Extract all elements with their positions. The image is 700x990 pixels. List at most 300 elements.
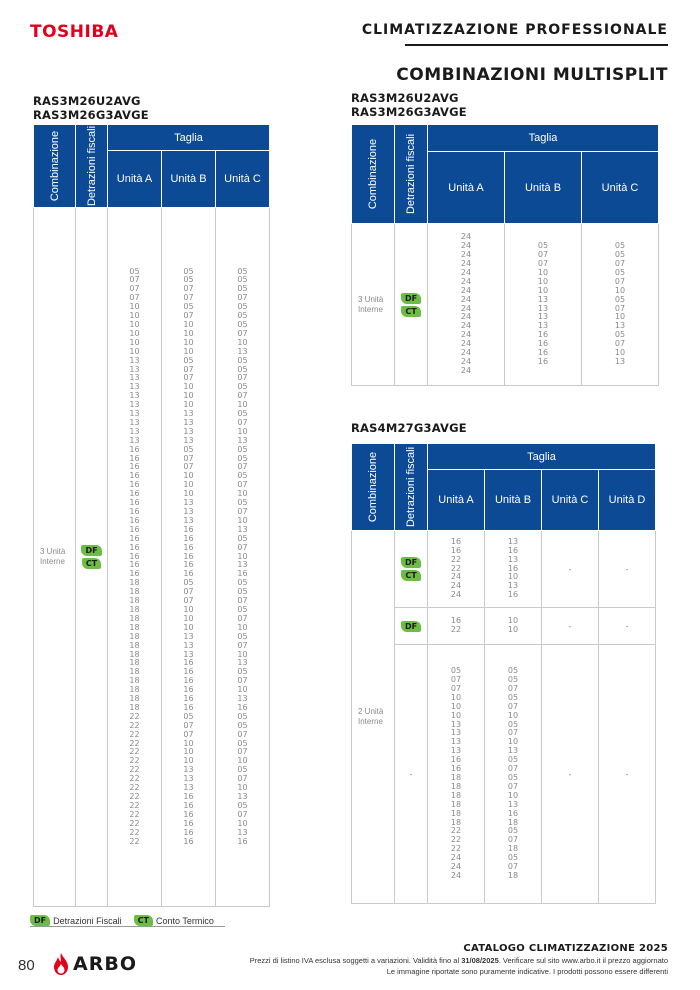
table2-model (351, 91, 467, 119)
size-value: 05 (237, 311, 248, 321)
size-value: 24 (460, 365, 472, 375)
size-value: 05 (237, 578, 248, 588)
header-detrazioni: Detrazioni fiscali (395, 125, 428, 224)
size-value: 05 (237, 302, 248, 312)
size-value: 13 (183, 409, 194, 419)
col-c (216, 208, 270, 907)
size-value: 10 (183, 747, 194, 757)
size-value: 24 (460, 339, 472, 349)
size-value: 10 (507, 790, 519, 800)
size-value: 13 (237, 435, 248, 445)
size-value: 05 (507, 719, 519, 729)
toshiba-logo: TOSHIBA (30, 22, 119, 42)
size-value: 10 (450, 701, 462, 711)
size-value: 07 (183, 596, 194, 606)
size-value: 22 (129, 720, 140, 730)
size-value: 10 (614, 312, 626, 322)
size-value: 18 (129, 685, 140, 695)
size-value: 10 (183, 738, 194, 748)
size-value: 24 (450, 590, 462, 600)
col-b (485, 531, 542, 608)
size-value: 13 (129, 400, 140, 410)
size-value: 07 (237, 480, 248, 490)
header-unita-c: Unità C (542, 470, 599, 531)
table3 (351, 443, 656, 904)
size-value: 05 (237, 471, 248, 481)
size-value: 13 (237, 524, 248, 534)
size-value: 05 (183, 711, 194, 721)
size-value: 13 (537, 294, 549, 304)
size-value: 13 (183, 631, 194, 641)
size-value: 10 (537, 276, 549, 286)
size-value: 10 (183, 337, 194, 347)
size-value: 13 (237, 346, 248, 356)
size-value: 10 (183, 319, 194, 329)
col-b (505, 224, 582, 386)
size-value: 22 (129, 818, 140, 828)
size-value: 10 (129, 328, 140, 338)
size-value: 10 (237, 649, 248, 659)
header-combinazione: Combinazione (34, 125, 76, 208)
price-note-post: . Verificare sul sito www.arbo.it il prezzo aggiornato (498, 956, 668, 965)
size-value: 22 (129, 774, 140, 784)
page-number: 80 (18, 957, 35, 974)
size-value: 16 (129, 533, 140, 543)
size-value: 16 (129, 480, 140, 490)
size-value: 05 (237, 765, 248, 775)
size-value: 16 (129, 551, 140, 561)
size-value: 16 (129, 542, 140, 552)
size-value: 07 (237, 417, 248, 427)
size-value: 24 (450, 853, 462, 863)
size-value: 10 (237, 756, 248, 766)
size-value: 16 (537, 339, 549, 349)
price-note-pre: Prezzi di listino IVA esclusa soggetti a variazioni. Validità fino al (249, 956, 462, 965)
size-value: 10 (614, 348, 626, 358)
size-value: 13 (537, 303, 549, 313)
size-value: 16 (450, 764, 462, 774)
col-b (485, 645, 542, 904)
size-value: 18 (450, 817, 462, 827)
size-value: 10 (237, 400, 248, 410)
size-value: 13 (614, 356, 626, 366)
legend-underline (30, 926, 225, 927)
size-value: 05 (183, 444, 194, 454)
size-value: 10 (183, 480, 194, 490)
table1 (33, 124, 270, 907)
size-value: 07 (237, 373, 248, 383)
header-combinazione: Combinazione (352, 444, 395, 531)
size-value: 05 (614, 267, 626, 277)
size-value: 07 (183, 587, 194, 597)
size-value: 05 (237, 275, 248, 285)
legend-df-label: Detrazioni Fiscali (53, 915, 122, 926)
size-value: 05 (183, 275, 194, 285)
size-value: 16 (183, 524, 194, 534)
col-d: - (599, 645, 656, 904)
size-value: 10 (507, 616, 519, 626)
size-value: 13 (183, 783, 194, 793)
size-value: 05 (614, 250, 626, 260)
header-unita-b: Unità B (162, 151, 216, 208)
size-value: 05 (237, 533, 248, 543)
size-value: 18 (129, 694, 140, 704)
size-value: 07 (237, 507, 248, 517)
size-value: 22 (450, 826, 462, 836)
size-value: 05 (507, 675, 519, 685)
size-value: 07 (183, 462, 194, 472)
size-value: 22 (129, 756, 140, 766)
size-value: 18 (507, 817, 519, 827)
size-value: 22 (129, 783, 140, 793)
size-value: 07 (237, 596, 248, 606)
size-value: 07 (614, 303, 626, 313)
size-value: 13 (237, 792, 248, 802)
size-value: 10 (129, 319, 140, 329)
arbo-wordmark: ARBO (73, 953, 137, 975)
size-value: 10 (183, 382, 194, 392)
detrazioni-cell (76, 208, 108, 907)
detrazioni-cell (395, 531, 428, 608)
col-c: - (542, 608, 599, 645)
size-value: 22 (129, 827, 140, 837)
size-value: 13 (183, 765, 194, 775)
table2 (351, 124, 659, 386)
size-value: 13 (237, 658, 248, 668)
size-value: 18 (129, 702, 140, 712)
size-value: 07 (183, 293, 194, 303)
size-value: 13 (183, 649, 194, 659)
col-a (428, 645, 485, 904)
col-c: - (542, 645, 599, 904)
size-value: 22 (129, 729, 140, 739)
size-value: 16 (450, 616, 462, 626)
size-value: 22 (129, 738, 140, 748)
size-value: 10 (183, 489, 194, 499)
size-value: 05 (183, 578, 194, 588)
image-disclaimer: Le immagine riportate sono puramente indicative. I prodotti possono essere differenti (386, 967, 668, 976)
size-value: 16 (129, 498, 140, 508)
size-value: 22 (129, 836, 140, 846)
size-value: 10 (450, 692, 462, 702)
size-value: 07 (129, 284, 140, 294)
size-value: 10 (237, 515, 248, 525)
size-value: 07 (450, 683, 462, 693)
header-unita-a: Unità A (428, 470, 485, 531)
size-value: 22 (450, 835, 462, 845)
size-value: 13 (237, 694, 248, 704)
size-value: 05 (507, 826, 519, 836)
ct-badge: CT (401, 570, 420, 581)
size-value: 16 (129, 453, 140, 463)
size-value: 13 (507, 746, 519, 756)
header-detrazioni: Detrazioni fiscali (76, 125, 108, 208)
size-value: 05 (183, 266, 194, 276)
size-value: 18 (450, 773, 462, 782)
size-value: 07 (507, 683, 519, 693)
size-value: 18 (129, 622, 140, 632)
size-value: 16 (183, 667, 194, 677)
size-value: 18 (129, 596, 140, 606)
size-value: 16 (129, 524, 140, 534)
size-value: 16 (183, 694, 194, 704)
size-value: 05 (507, 755, 519, 765)
size-value: 13 (507, 536, 519, 546)
size-value: 10 (537, 285, 549, 295)
size-value: 10 (183, 756, 194, 766)
size-value: 05 (237, 587, 248, 597)
size-value: 16 (237, 569, 248, 579)
header-divider (405, 44, 668, 46)
size-value: 07 (237, 774, 248, 784)
detrazioni-cell (395, 608, 428, 645)
size-value: 07 (183, 720, 194, 730)
col-c (582, 224, 659, 386)
size-value: 16 (507, 563, 519, 573)
header-unita-c: Unità C (216, 151, 270, 208)
size-value: 13 (614, 321, 626, 331)
size-value: 16 (183, 685, 194, 695)
size-value: 05 (614, 294, 626, 304)
col-b (162, 208, 216, 907)
header-unita-a: Unità A (428, 152, 505, 224)
table1-model-line2: RAS3M26G3AVGE (33, 108, 149, 122)
size-value: 07 (237, 613, 248, 623)
size-value: 16 (507, 590, 519, 600)
size-value: 13 (129, 391, 140, 401)
col-c: - (542, 531, 599, 608)
validity-date: 31/08/2025 (461, 956, 499, 965)
size-value: 18 (129, 676, 140, 686)
size-value: 07 (507, 781, 519, 791)
size-value: 05 (237, 720, 248, 730)
size-value: 18 (129, 667, 140, 677)
size-value: 24 (460, 303, 472, 313)
size-value: 10 (129, 302, 140, 312)
size-value: 16 (450, 545, 462, 555)
size-value: 13 (507, 581, 519, 591)
size-value: 05 (237, 738, 248, 748)
size-value: 18 (129, 640, 140, 650)
size-value: 10 (237, 426, 248, 436)
size-value: 24 (460, 356, 472, 366)
size-value: 24 (460, 321, 472, 331)
size-value: 16 (537, 356, 549, 366)
header-unita-b: Unità B (485, 470, 542, 531)
size-value: 10 (507, 625, 519, 634)
size-value: 18 (507, 870, 519, 880)
size-value: 18 (450, 790, 462, 800)
size-value: 10 (507, 737, 519, 747)
header-taglia: Taglia (428, 125, 659, 152)
size-value: 13 (183, 774, 194, 784)
size-value: 07 (129, 293, 140, 303)
size-value: 07 (237, 640, 248, 650)
size-value: 05 (237, 266, 248, 276)
size-value: 05 (237, 498, 248, 508)
size-value: 16 (183, 792, 194, 802)
size-value: 18 (129, 578, 140, 588)
size-value: 05 (237, 382, 248, 392)
size-value: 13 (507, 554, 519, 564)
size-value: 13 (129, 382, 140, 392)
size-value: 10 (129, 311, 140, 321)
size-value: 07 (237, 747, 248, 757)
size-value: 05 (237, 667, 248, 677)
size-value: 05 (507, 853, 519, 863)
detrazioni-cell (395, 224, 428, 386)
col-d: - (599, 608, 656, 645)
detrazioni-cell: - (395, 645, 428, 904)
size-value: 24 (460, 294, 472, 304)
size-value: 22 (129, 711, 140, 721)
table1-model-line1: RAS3M26U2AVG (33, 94, 141, 108)
size-value: 10 (183, 391, 194, 401)
size-value: 07 (237, 809, 248, 819)
size-value: 07 (183, 453, 194, 463)
size-value: 18 (450, 799, 462, 809)
size-value: 16 (183, 702, 194, 712)
size-value: 07 (237, 293, 248, 303)
size-value: 07 (237, 542, 248, 552)
size-value: 18 (129, 587, 140, 597)
size-value: 24 (460, 276, 472, 286)
size-value: 10 (237, 783, 248, 793)
size-value: 10 (183, 604, 194, 614)
size-value: 24 (460, 348, 472, 358)
size-value: 13 (183, 640, 194, 650)
legend-ct-label: Conto Termico (155, 915, 214, 926)
size-value: 16 (183, 818, 194, 828)
size-value: 13 (129, 417, 140, 427)
size-value: 13 (129, 435, 140, 445)
size-value: 07 (237, 729, 248, 739)
size-value: 07 (183, 729, 194, 739)
size-value: 07 (183, 311, 194, 321)
size-value: 22 (129, 809, 140, 819)
header-taglia: Taglia (428, 444, 656, 470)
size-value: 07 (237, 391, 248, 401)
size-value: 07 (614, 276, 626, 286)
page-title: COMBINAZIONI MULTISPLIT (396, 65, 668, 85)
size-value: 05 (237, 444, 248, 454)
table3-model: RAS4M27G3AVGE (351, 421, 467, 435)
size-value: 10 (237, 685, 248, 695)
size-value: 16 (183, 676, 194, 686)
size-value: 05 (614, 330, 626, 340)
size-value: 24 (450, 862, 462, 872)
size-value: 13 (537, 321, 549, 331)
size-value: 18 (507, 844, 519, 854)
size-value: 16 (450, 755, 462, 765)
size-value: 05 (614, 241, 626, 251)
size-value: 24 (450, 572, 462, 582)
size-value: 10 (183, 613, 194, 623)
size-value: 05 (237, 284, 248, 294)
size-value: 05 (237, 711, 248, 721)
size-value: 07 (537, 250, 549, 260)
size-value: 13 (183, 498, 194, 508)
ct-badge: CT (134, 915, 153, 926)
df-badge: DF (401, 557, 421, 568)
size-value: 07 (507, 728, 519, 738)
size-value: 16 (183, 542, 194, 552)
price-note (250, 956, 668, 965)
size-value: 05 (237, 631, 248, 641)
size-value: 10 (183, 471, 194, 481)
col-a (428, 608, 485, 645)
size-value: 07 (614, 339, 626, 349)
size-value: 10 (183, 400, 194, 410)
size-value: 16 (183, 658, 194, 668)
size-value: 10 (183, 328, 194, 338)
size-value: 13 (129, 373, 140, 383)
combination-label: 3 Unità Interne (34, 208, 76, 907)
table1-model (33, 94, 149, 122)
col-a (428, 224, 505, 386)
catalog-title: CATALOGO CLIMATIZZAZIONE 2025 (463, 943, 668, 954)
size-value: 16 (129, 507, 140, 517)
header-unita-a: Unità A (108, 151, 162, 208)
size-value: 07 (183, 284, 194, 294)
size-value: 10 (237, 489, 248, 499)
size-value: 13 (129, 409, 140, 419)
col-b (485, 608, 542, 645)
size-value: 13 (537, 312, 549, 322)
size-value: 24 (460, 312, 472, 322)
size-value: 07 (237, 462, 248, 472)
size-value: 13 (183, 435, 194, 445)
size-value: 10 (450, 710, 462, 720)
size-value: 24 (460, 241, 472, 251)
size-value: 16 (129, 515, 140, 525)
size-value: 22 (450, 554, 462, 564)
size-value: 13 (450, 728, 462, 738)
size-value: 13 (450, 737, 462, 747)
size-value: 24 (460, 232, 472, 242)
size-value: 05 (237, 355, 248, 365)
size-value: 07 (237, 328, 248, 338)
size-value: 18 (129, 631, 140, 641)
header-combinazione: Combinazione (352, 125, 395, 224)
df-badge: DF (81, 545, 101, 556)
size-value: 05 (183, 355, 194, 365)
size-value: 07 (507, 835, 519, 845)
size-value: 16 (537, 330, 549, 340)
ct-badge: CT (82, 558, 101, 569)
size-value: 16 (183, 560, 194, 570)
size-value: 22 (129, 747, 140, 757)
size-value: 18 (450, 781, 462, 791)
size-value: 16 (129, 489, 140, 499)
size-value: 24 (460, 258, 472, 268)
size-value: 10 (237, 818, 248, 828)
size-value: 16 (507, 545, 519, 555)
combination-label: 2 Unità Interne (352, 531, 395, 904)
size-value: 07 (537, 258, 549, 268)
header-unita-c: Unità C (582, 152, 659, 224)
size-value: 22 (129, 800, 140, 810)
size-value: 05 (237, 604, 248, 614)
size-value: 16 (183, 569, 194, 579)
size-value: 24 (450, 581, 462, 591)
size-value: 05 (507, 773, 519, 782)
flame-icon (53, 953, 69, 975)
size-value: 10 (237, 551, 248, 561)
size-value: 05 (507, 666, 519, 676)
size-value: 05 (507, 692, 519, 702)
size-value: 13 (237, 827, 248, 837)
